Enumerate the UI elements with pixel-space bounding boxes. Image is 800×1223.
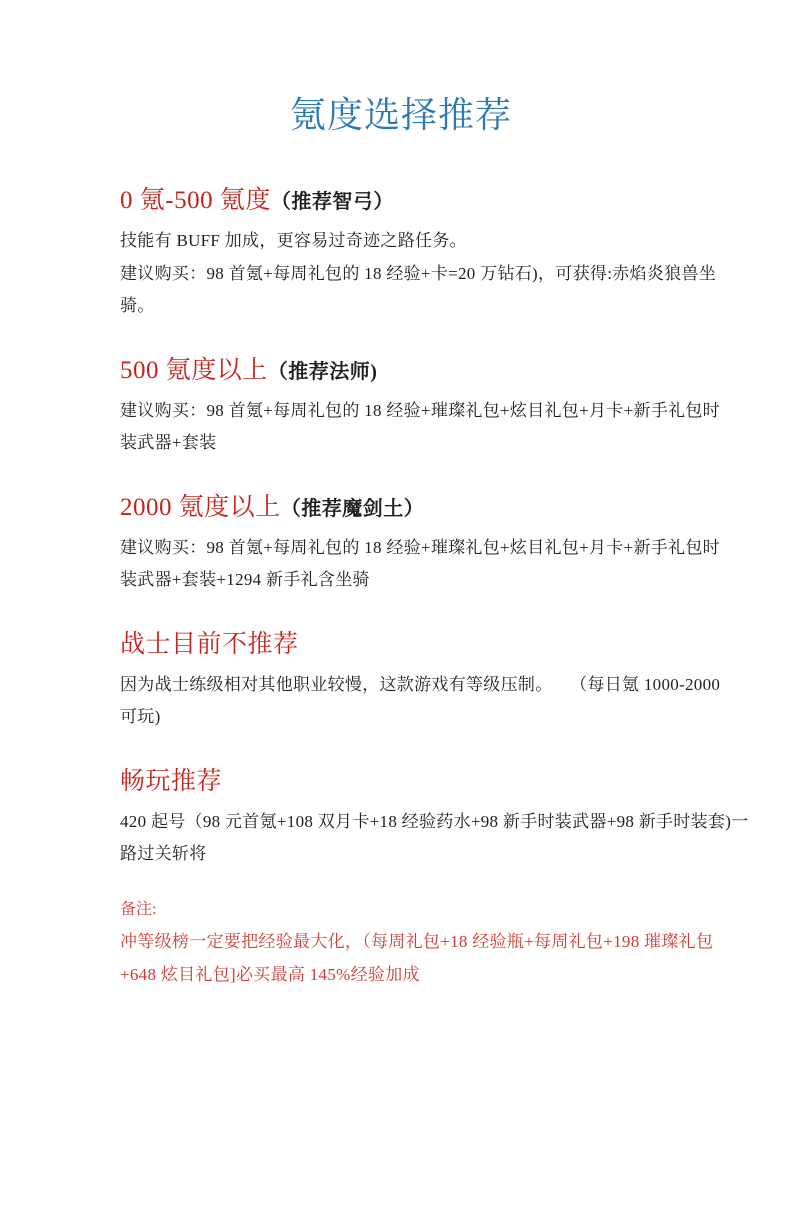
remarks-line: 冲等级榜一定要把经验最大化，（每周礼包+18 经验瓶+每周礼包+198 璀璨礼包 — [120, 931, 714, 951]
heading-tier-text: 畅玩推荐 — [120, 767, 223, 795]
remarks-block — [120, 895, 714, 991]
body-line: 建议购买：98 首氪+每周礼包的 18 经验+卡=20 万钻石)，可获得:赤焰炎狼兽坐 — [120, 263, 717, 283]
section-heading — [120, 628, 682, 663]
heading-class-recommendation: （推荐法师) — [267, 360, 378, 383]
heading-tier-text: 战士目前不推荐 — [120, 630, 299, 658]
body-line: 装武器+套装 — [120, 433, 217, 452]
section-0-500-krypton — [120, 184, 717, 323]
section-heading — [120, 765, 682, 800]
section-heading — [120, 491, 682, 526]
body-line: 建议购买：98 首氪+每周礼包的 18 经验+璀璨礼包+炫目礼包+月卡+新手礼包时 — [120, 400, 720, 420]
body-line: 路过关斩将 — [120, 844, 207, 863]
section-warrior-not-recommended — [120, 628, 721, 734]
section-2000-plus-krypton — [120, 491, 720, 597]
page-title: 氪度选择推荐 — [289, 95, 512, 135]
remarks-line: +648 炫目礼包]必买最高 145%经验加成 — [120, 964, 420, 984]
heading-tier-text: 500 氪度以上 — [120, 356, 268, 384]
remarks-label: 备注: — [120, 900, 157, 918]
body-line: 420 起号（98 元首氪+108 双月卡+18 经验药水+98 新手时装武器+98 新手时装套)一 — [120, 811, 749, 831]
section-500-plus-krypton — [120, 354, 720, 460]
body-line: 骑。 — [120, 296, 155, 315]
body-line: 装武器+套装+1294 新手礼含坐骑 — [120, 570, 370, 589]
heading-class-recommendation: （推荐魔剑土） — [280, 497, 425, 520]
heading-tier-text: 2000 氪度以上 — [120, 493, 281, 521]
section-heading — [120, 354, 682, 389]
body-line: 可玩) — [120, 707, 161, 726]
body-line: 建议购买：98 首氪+每周礼包的 18 经验+璀璨礼包+炫目礼包+月卡+新手礼包时 — [120, 537, 720, 557]
heading-tier-text: 0 氪-500 氪度 — [120, 187, 271, 214]
heading-class-recommendation: （推荐智弓） — [270, 191, 394, 213]
section-heading — [120, 184, 682, 219]
document-page — [0, 92, 800, 1223]
body-line: 技能有 BUFF 加成，更容易过奇迹之路任务。 — [120, 231, 467, 250]
section-casual-play-recommendation — [120, 765, 749, 871]
body-line: 因为战士练级相对其他职业较慢，这款游戏有等级压制。 （每日氪 1000-2000 — [120, 674, 721, 694]
